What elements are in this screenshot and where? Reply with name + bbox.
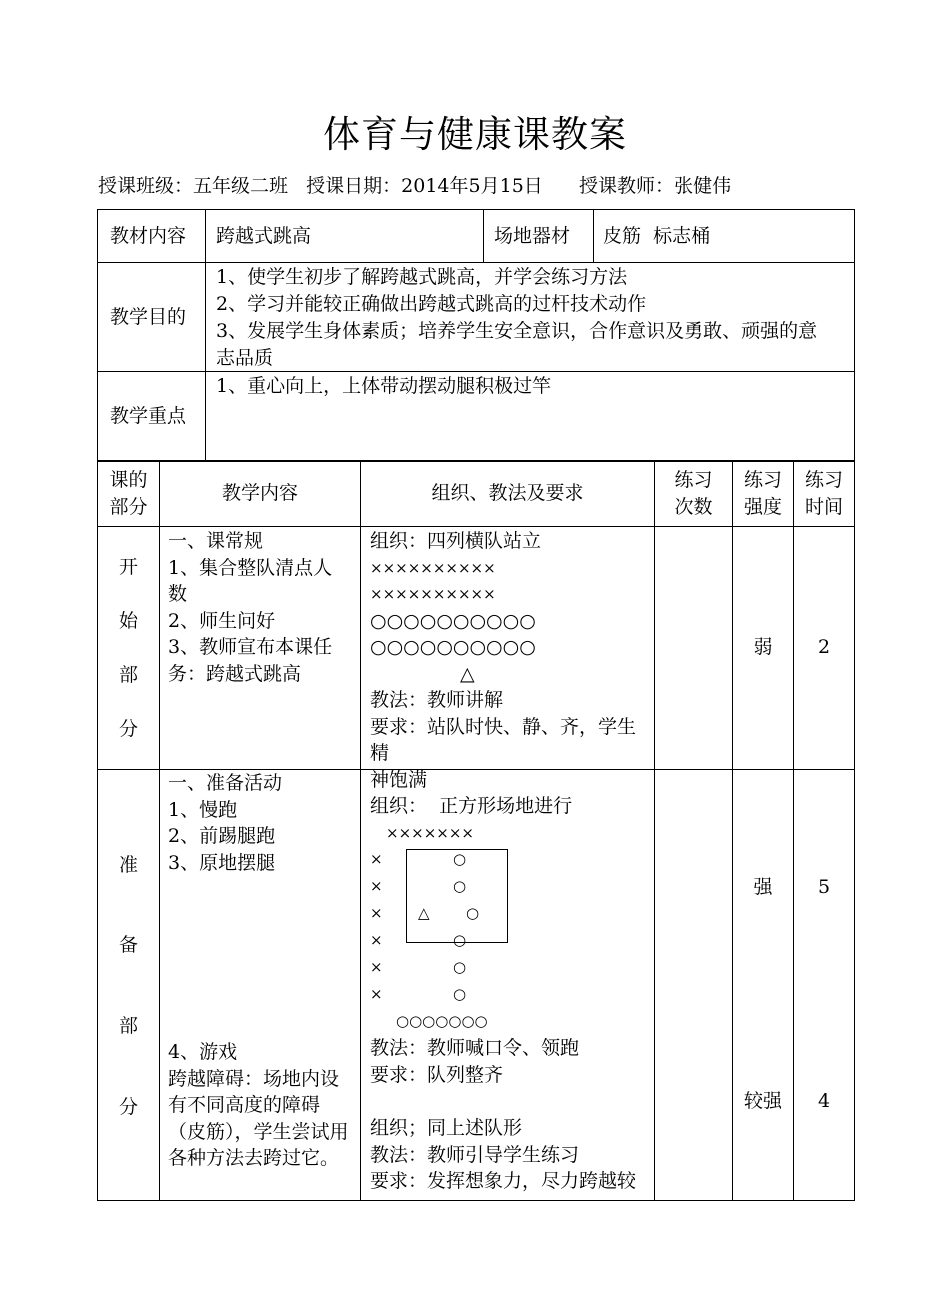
warmup-time: 5 <box>817 876 831 898</box>
game-time: 4 <box>817 1090 831 1112</box>
col-part-header: 课的 部分 <box>109 469 148 518</box>
material-label: 教材内容 <box>110 225 187 247</box>
warmup-content: 一、准备活动 1、慢跑 2、前踢腿跑 3、原地摆腿 <box>168 772 283 874</box>
start-time: 2 <box>817 636 831 658</box>
key-point: 1、重心向上，上体带动摆动腿积极过竿 <box>216 375 552 397</box>
key-label: 教学重点 <box>110 405 187 427</box>
part-char: 部 <box>118 1015 138 1037</box>
col-time-header: 练习 时间 <box>804 469 843 518</box>
diagram-top-row: ××××××× <box>386 824 474 842</box>
part-char: 分 <box>118 718 138 740</box>
date-label: 授课日期： <box>306 175 402 197</box>
teacher-value: 张健伟 <box>674 175 732 197</box>
col-content-header: 教学内容 <box>221 482 298 504</box>
part-char: 备 <box>118 934 138 956</box>
col-intensity-header: 练习 强度 <box>743 469 782 518</box>
start-org: 组织：四列横队站立 ×××××××××× ×××××××××× ○○○○○○○○○○ ○○○○○○○○○○ △ 教法：教师讲解 要求：站队时快、静、齐，学生精 神饱满 <box>370 528 653 793</box>
warmup-org-label: 组织： 正方形场地进行 <box>370 795 573 817</box>
game-method: 组织；同上述队形 教法：教师引导学生练习 要求：发挥想象力，尽力跨越较 <box>370 1117 637 1192</box>
col-count-header: 练习 次数 <box>674 469 713 518</box>
lesson-info <box>98 171 731 198</box>
teacher-mark: △ <box>418 904 430 922</box>
part-char: 开 <box>118 556 138 578</box>
teacher-mark: △ <box>460 662 475 685</box>
warmup-intensity: 强 <box>753 876 773 898</box>
game-intensity: 较强 <box>743 1090 782 1112</box>
material-value: 跨越式跳高 <box>216 225 312 247</box>
goal-line: 2、学习并能较正确做出跨越式跳高的过杆技术动作 <box>216 293 647 315</box>
start-content: 一、课常规 1、集合整队清点人 数 2、师生问好 3、教师宣布本课任 务：跨越式跳高 <box>168 530 333 685</box>
equipment-label: 场地器材 <box>494 225 571 247</box>
class-value: 五年级二班 <box>193 175 289 197</box>
page-title: 体育与健康课教案 <box>323 113 627 156</box>
part-char: 准 <box>118 854 138 876</box>
part-char: 始 <box>118 610 138 632</box>
teacher-label: 授课教师： <box>579 175 675 197</box>
diagram-bottom-row: ○○○○○○○ <box>396 1012 488 1030</box>
date-value: 2014年5月15日 <box>401 175 543 197</box>
goal-line: 3、发展学生身体素质；培养学生安全意识，合作意识及勇敢、顽强的意 <box>216 320 818 342</box>
goal-line: 志品质 <box>216 347 274 369</box>
class-label: 授课班级： <box>98 175 194 197</box>
goal-line: 1、使学生初步了解跨越式跳高，并学会练习方法 <box>216 266 628 288</box>
part-char: 分 <box>118 1096 138 1118</box>
part-char: 部 <box>118 664 138 686</box>
equipment-value: 皮筋 标志桶 <box>603 225 711 247</box>
warmup-method: 教法：教师喊口令、领跑 要求：队列整齐 <box>370 1037 580 1086</box>
col-org-header: 组织、教法及要求 <box>431 482 584 504</box>
goal-label: 教学目的 <box>110 306 187 328</box>
start-intensity: 弱 <box>753 636 773 658</box>
game-content: 4、游戏 跨越障碍：场地内设 有不同高度的障碍 （皮筋），学生尝试用 各种方法去跨过它。 <box>168 1041 349 1169</box>
